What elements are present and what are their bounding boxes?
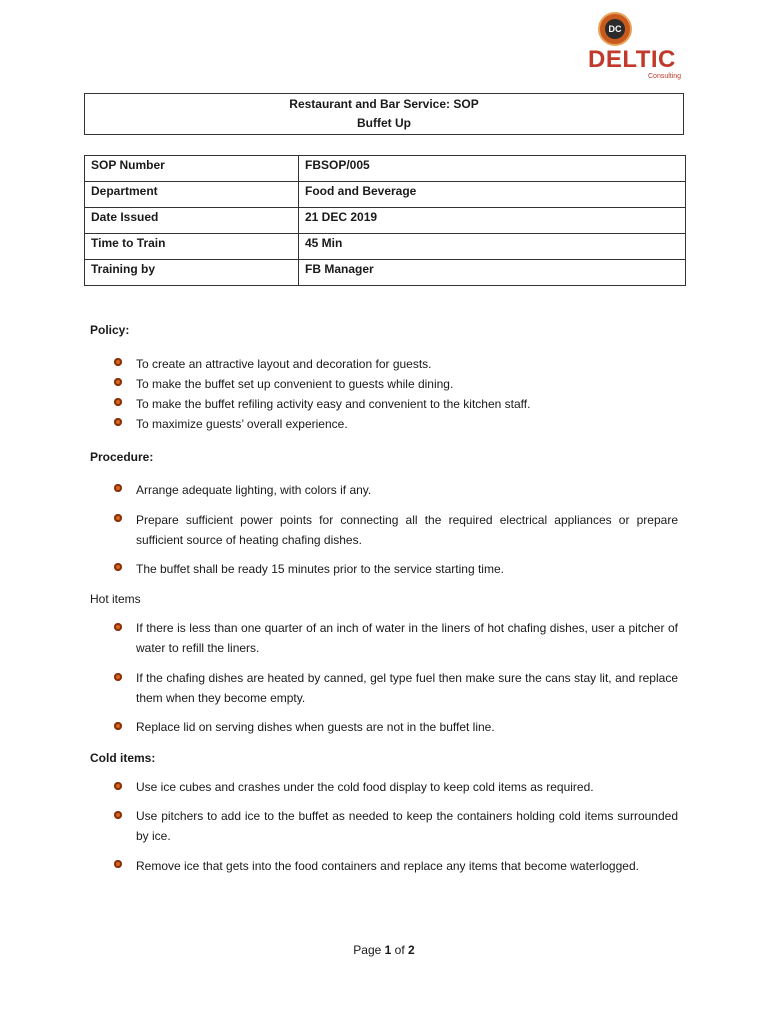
bullet-icon <box>114 378 122 386</box>
title-box <box>84 93 684 135</box>
page-total: 2 <box>408 943 415 957</box>
list-item: If the chafing dishes are heated by canned, gel type fuel then make sure the cans stay lit, and replace them when they become empty. <box>136 671 678 705</box>
logo-wordmark: DELTIC <box>588 46 676 73</box>
bullet-icon <box>114 722 122 730</box>
list-item: Remove ice that gets into the food containers and replace any items that become waterlogged. <box>136 859 639 873</box>
list-item: The buffet shall be ready 15 minutes prior to the service starting time. <box>136 562 504 576</box>
table-row <box>85 208 686 234</box>
document-subtitle: Buffet Up <box>357 116 411 130</box>
info-value: 45 Min <box>299 234 686 260</box>
list-item: Use pitchers to add ice to the buffet as needed to keep the containers holding cold items surrounded by ice. <box>136 809 678 843</box>
bullet-icon <box>114 563 122 571</box>
table-row <box>85 182 686 208</box>
logo-subtitle: Consulting <box>648 73 682 80</box>
sop-info-table <box>84 155 686 286</box>
company-logo <box>584 12 694 82</box>
bullet-icon <box>114 358 122 366</box>
logo-emblem-text: DC <box>605 19 625 39</box>
info-label: Time to Train <box>85 234 299 260</box>
logo-emblem <box>598 12 632 46</box>
cold-items-heading: Cold items: <box>90 751 156 765</box>
bullet-icon <box>114 514 122 522</box>
bullet-icon <box>114 860 122 868</box>
of-word: of <box>394 943 405 957</box>
bullet-icon <box>114 811 122 819</box>
info-label: Training by <box>85 260 299 286</box>
bullet-icon <box>114 623 122 631</box>
bullet-icon <box>114 398 122 406</box>
info-value: FBSOP/005 <box>299 156 686 182</box>
info-value: Food and Beverage <box>299 182 686 208</box>
table-row <box>85 156 686 182</box>
list-item: To create an attractive layout and decoration for guests. <box>136 357 432 371</box>
info-label: SOP Number <box>85 156 299 182</box>
bullet-icon <box>114 673 122 681</box>
hot-items-heading: Hot items <box>90 592 141 606</box>
list-item: Use ice cubes and crashes under the cold food display to keep cold items as required. <box>136 780 594 794</box>
list-item: To maximize guests’ overall experience. <box>136 417 348 431</box>
bullet-icon <box>114 782 122 790</box>
page-current: 1 <box>384 943 392 957</box>
policy-heading: Policy: <box>90 323 130 337</box>
info-value: FB Manager <box>299 260 686 286</box>
page-number <box>0 943 768 957</box>
list-item: Arrange adequate lighting, with colors if any. <box>136 483 372 497</box>
page-word: Page <box>353 943 382 957</box>
info-label: Department <box>85 182 299 208</box>
bullet-icon <box>114 484 122 492</box>
bullet-icon <box>114 418 122 426</box>
list-item: If there is less than one quarter of an inch of water in the liners of hot chafing dishes, user a pitcher of water to refill the liners. <box>136 621 678 655</box>
info-label: Date Issued <box>85 208 299 234</box>
table-row <box>85 260 686 286</box>
document-title: Restaurant and Bar Service: SOP <box>289 97 479 111</box>
list-item: To make the buffet refiling activity easy and convenient to the kitchen staff. <box>136 397 531 411</box>
list-item: Prepare sufficient power points for connecting all the required electrical appliances or prepare sufficient source of heating chafing dishes. <box>136 513 678 547</box>
list-item: To make the buffet set up convenient to guests while dining. <box>136 377 454 391</box>
table-row <box>85 234 686 260</box>
info-value: 21 DEC 2019 <box>299 208 686 234</box>
list-item: Replace lid on serving dishes when guests are not in the buffet line. <box>136 720 495 734</box>
procedure-heading: Procedure: <box>90 450 154 464</box>
